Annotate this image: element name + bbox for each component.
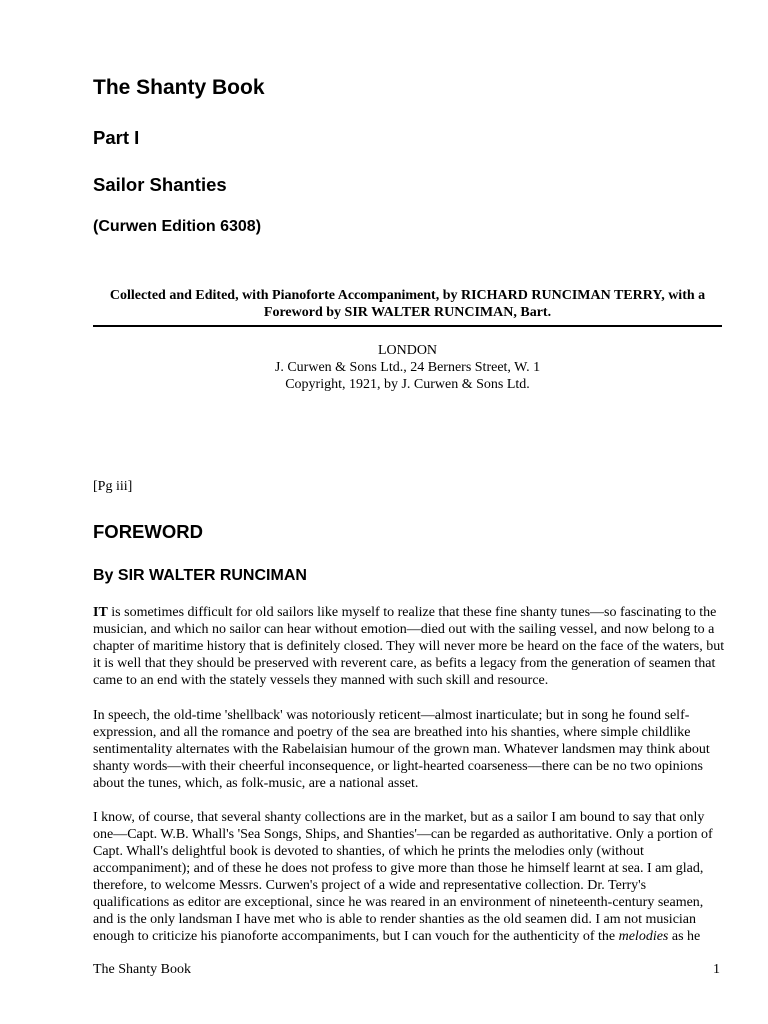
paragraph-text: is sometimes difficult for old sailors like myself to realize that these fine shanty tunes—so fascinating to the musician, and which no sailor can hear without emotion—died out with the sailing vessel, and now belong to a chapter of maritime history that is definitely closed. They will never more be heard on the face of the waters, but it is well that they should be preserved with reverent care, as befits a legacy from the generation of seamen that came to an end with the stately vessels they manned with such skill and resource. <box>93 605 725 688</box>
italic-word: melodies <box>618 929 669 944</box>
paragraph-tail: as he <box>668 929 701 944</box>
foreword-heading: FOREWORD <box>93 521 203 542</box>
footer-book-title: The Shanty Book <box>93 962 191 977</box>
edition-heading: (Curwen Edition 6308) <box>93 218 262 235</box>
foreword-paragraph-2: In speech, the old-time 'shellback' was notoriously reticent—almost inarticulate; but in song he found self-expression, and all the romance and poetry of the sea are breathed into his shanties, where simple childlike sentimentality alternates with the Rabelaisian humour of the grown man. Whatever landsmen may think about shanty words—with their cheerful inconsequence, or light-hearted coarseness—there can be no two opinions about the tunes, which, as folk-music, are a national asset. <box>93 708 710 791</box>
footer-page-number: 1 <box>713 962 720 977</box>
imprint-block <box>93 342 722 393</box>
subtitle-heading: Sailor Shanties <box>93 174 227 195</box>
foreword-byline: By SIR WALTER RUNCIMAN <box>93 567 307 584</box>
part-heading: Part I <box>93 127 140 148</box>
page-marker: [Pg iii] <box>93 479 133 494</box>
book-title: The Shanty Book <box>93 76 265 99</box>
imprint-city: LONDON <box>377 343 438 358</box>
paragraph-lead: IT <box>93 605 108 620</box>
foreword-paragraph-3 <box>93 809 725 945</box>
imprint-copyright: Copyright, 1921, by J. Curwen & Sons Ltd. <box>285 377 530 392</box>
divider-rule <box>93 325 722 327</box>
credits-line: Collected and Edited, with Pianoforte Accompaniment, by RICHARD RUNCIMAN TERRY, with a Foreword by SIR WALTER RUNCIMAN, Bart. <box>109 288 706 320</box>
foreword-paragraph-1 <box>93 604 725 689</box>
paragraph-text: I know, of course, that several shanty collections are in the market, but as a sailor I am bound to say that only one—Capt. W.B. Whall's 'Sea Songs, Ships, and Shanties'—can be regarded as authoritative. Only a portion of Capt. Whall's delightful book is devoted to shanties, of which he prints the melodies only (without accompaniment); and of these he does not profess to give more than those he himself learnt at sea. I am glad, therefore, to welcome Messrs. Curwen's project of a wide and representative collection. Dr. Terry's qualifications as editor are exceptional, since he was reared in an environment of nineteenth-century seamen, and is the only landsman I have met who is able to render shanties as the old seamen did. I am not musician enough to criticize his pianoforte accompaniments, but I can vouch for the authenticity of the <box>93 810 713 944</box>
imprint-publisher: J. Curwen & Sons Ltd., 24 Berners Street, W. 1 <box>274 360 541 375</box>
